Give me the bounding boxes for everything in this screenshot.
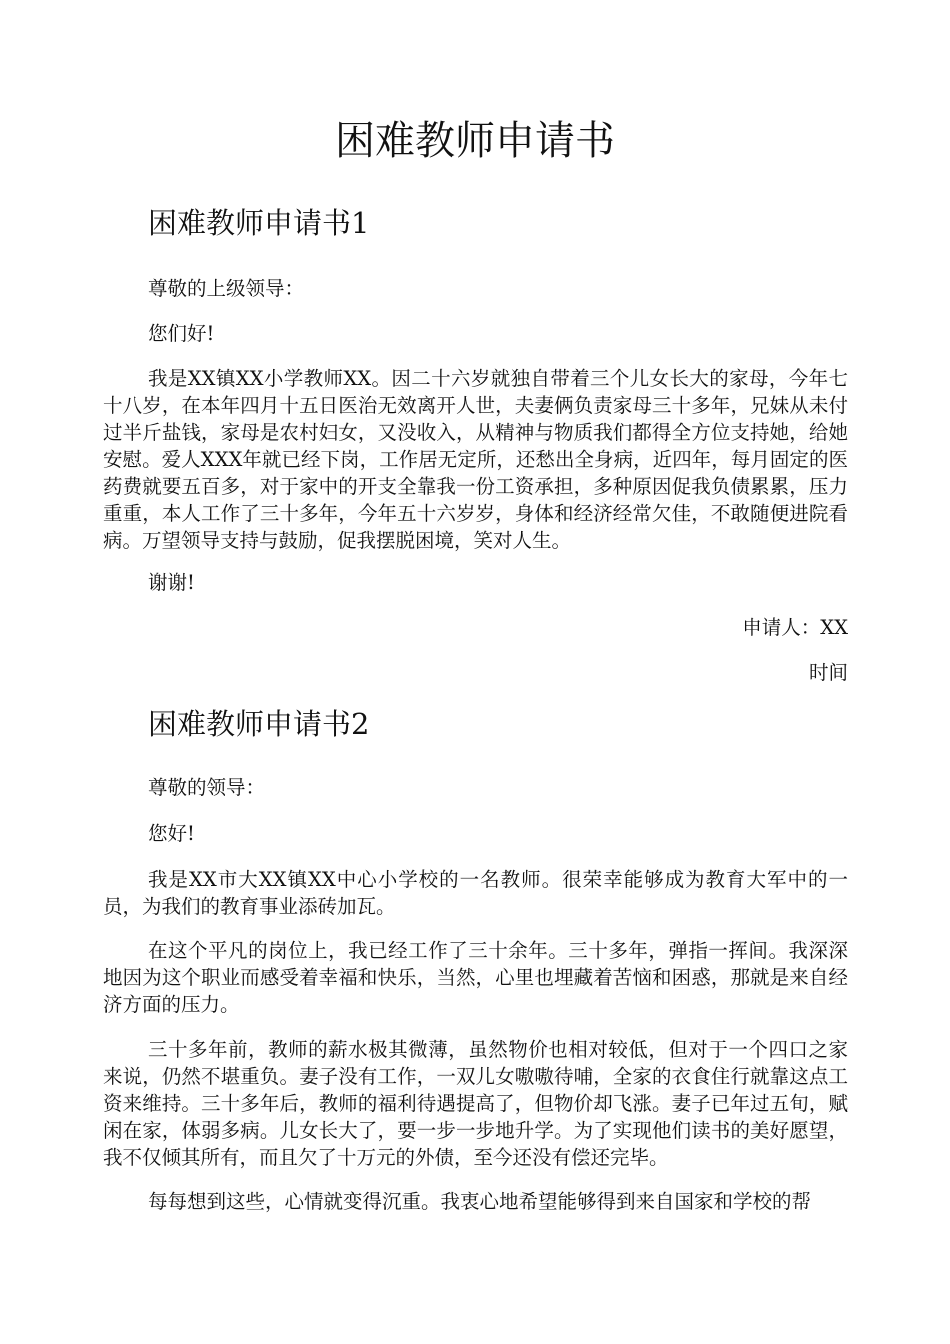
section-2-paragraph-2: 在这个平凡的岗位上，我已经工作了三十余年。三十多年，弹指一挥间。我深深地因为这个职业而感受着幸福和快乐，当然，心里也埋藏着苦恼和困惑，那就是来自经济方面的压力。 <box>103 939 848 1016</box>
section-2-heading: 困难教师申请书2 <box>148 707 370 741</box>
section-1-closing: 谢谢! <box>148 571 195 594</box>
section-2-paragraph-3: 三十多年前，教师的薪水极其微薄，虽然物价也相对较低，但对于一个四口之家来说，仍然不堪重负。妻子没有工作，一双儿女嗷嗷待哺，全家的衣食住行就靠这点工资来维持。三十多年后，教师的福利待遇提高了，但物价却飞涨。妻子已年过五旬，赋闲在家，体弱多病。儿女长大了，要一步一步地升学。为了实现他们读书的美好愿望，我不仅倾其所有，而且欠了十万元的外债，至今还没有偿还完毕。 <box>103 1038 848 1169</box>
section-1-body-paragraph: 我是XX镇XX小学教师XX。因二十六岁就独自带着三个儿女长大的家母，今年七十八岁，在本年四月十五日医治无效离开人世，夫妻俩负责家母三十多年，兄妹从未付过半斤盐钱，家母是农村妇女，又没收入，从精神与物质我们都得全方位支持她，给她安慰。爱人XXX年就已经下岗，工作居无定所，还愁出全身病，近四年，每月固定的医药费就要五百多，对于家中的开支全靠我一份工资承担，多种原因促我负债累累，压力重重，本人工作了三十多年，今年五十六岁岁，身体和经济经常欠佳，不敢随便进院看病。万望领导支持与鼓励，促我摆脱困境，笑对人生。 <box>103 367 848 552</box>
document-title: 困难教师申请书 <box>335 118 615 164</box>
section-1-signature: 申请人：XX <box>742 616 848 639</box>
section-2-greeting: 您好! <box>148 822 195 845</box>
section-2-paragraph-4: 每每想到这些，心情就变得沉重。我衷心地希望能够得到来自国家和学校的帮 <box>148 1190 812 1213</box>
section-2-paragraph-1: 我是XX市大XX镇XX中心小学校的一名教师。很荣幸能够成为教育大军中的一员，为我们的教育事业添砖加瓦。 <box>103 868 848 918</box>
section-2-salutation: 尊敬的领导： <box>148 776 266 799</box>
section-1-salutation: 尊敬的上级领导： <box>148 277 305 300</box>
section-1-date: 时间 <box>808 661 848 684</box>
section-1-greeting: 您们好! <box>148 322 215 345</box>
section-1-heading: 困难教师申请书1 <box>148 206 370 240</box>
